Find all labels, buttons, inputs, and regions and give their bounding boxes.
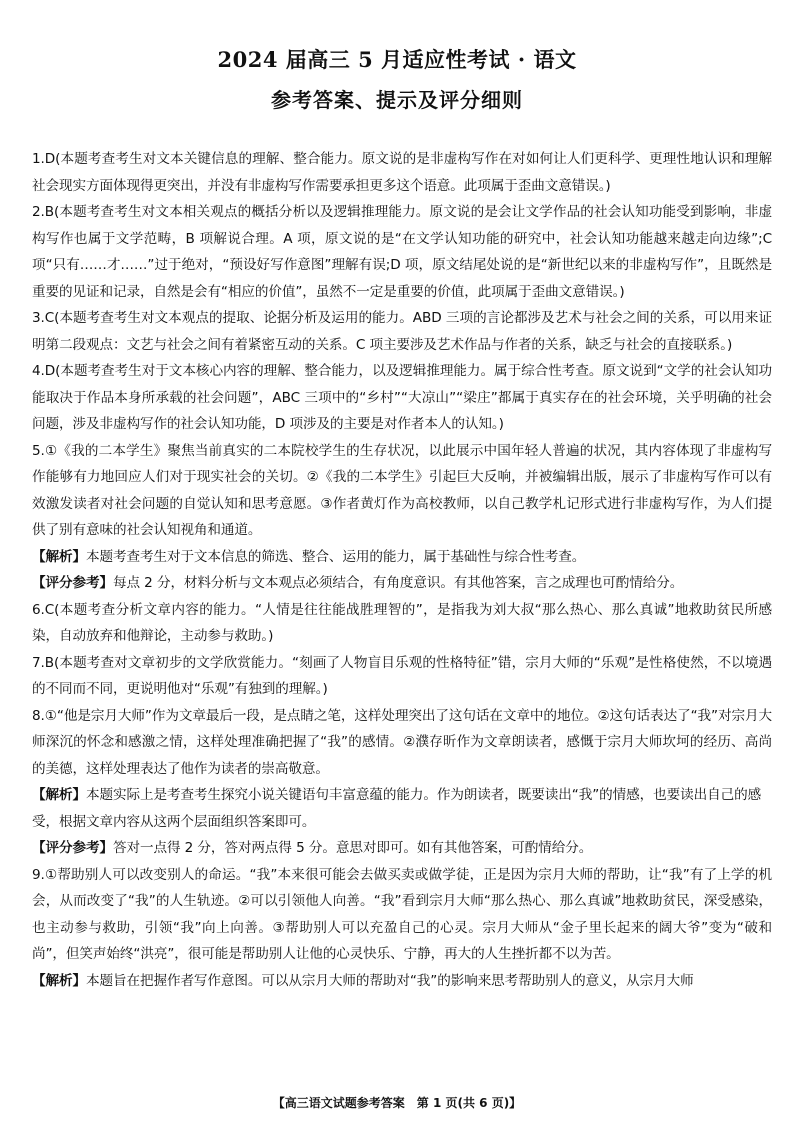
- answer-item-9: 9.①帮助别人可以改变别人的命运。“我”本来很可能会去做买卖或做学徒，正是因为宗月大师的帮助，让“我”有了上学的机会，从而改变了“我”的人生轨迹。②可以引领他人向善。“我”看到宗月大师“那么热心、那么真诚”地救助贫民，深受感染，也主动参与救助，引领“我”向上向善。③帮助别人可以充盈自己的心灵。宗月大师从“金子里长起来的阔大爷”变为“破和尚”，但笑声始终“洪亮”，很可能是帮助别人让他的心灵快乐、宁静，再大的人生挫折都不以为苦。: [32, 866, 772, 962]
- scoring-note-5: 【评分参考】每点 2 分，材料分析与文本观点必须结合，有角度意识。有其他答案，言之成理也可酌情给分。: [32, 575, 684, 591]
- analysis-note-5: 【解析】本题考查考生对于文本信息的筛选、整合、运用的能力，属于基础性与综合性考查。: [32, 548, 586, 565]
- answer-item-2: 2.B(本题考查考生对文本相关观点的概括分析以及逻辑推理能力。原文说的是会让文学作品的社会认知功能受到影响，非虚构写作也属于文学范畴，B 项解说合理。A 项，原文说的是“在文学认知功能的研究中，社会认知功能越来越走向边缘”;C 项“只有……才……”过于绝对，“预设好写作意图”理解有误;D 项，原文结尾处说的是“新世纪以来的非虚构写作”，且既然是重要的见证和记录，自然是会有“相应的价值”，虽然不一定是重要的价值，此项属于歪曲文意错误。): [32, 204, 772, 300]
- answer-item-3: 3.C(本题考查考生对文本观点的提取、论据分析及运用的能力。ABD 三项的言论都涉及艺术与社会之间的关系，可以用来证明第二段观点：文艺与社会之间有着紧密互动的关系。C 项主要涉及艺术作品与作者的关系，缺乏与社会的直接联系。): [32, 310, 772, 353]
- analysis-tag: 【解析】: [32, 972, 86, 989]
- scoring-tag: 【评分参考】: [32, 575, 113, 591]
- answer-item-4: 4.D(本题考查考生对于文本核心内容的理解、整合能力，以及逻辑推理能力。属于综合性考查。原文说到“文学的社会认知功能取决于作品本身所承载的社会问题”，ABC 三项中的“乡村”“大凉山”“梁庄”都属于真实存在的社会环境，关乎明确的社会问题，涉及非虚构写作的社会认知功能，D 项涉及的主要是对作者本人的认知。): [32, 363, 772, 432]
- answer-item-6: 6.C(本题考查分析文章内容的能力。“人情是往往能战胜理智的”，是指我为刘大叔“那么热心、那么真诚”地救助贫民所感染，自动放弃和他辩论，主动参与救助。): [32, 601, 772, 644]
- analysis-tag: 【解析】: [32, 787, 86, 803]
- scoring-tag: 【评分参考】: [32, 840, 113, 856]
- scoring-note-8: 【评分参考】答对一点得 2 分，答对两点得 5 分。意思对即可。如有其他答案，可酌情给分。: [32, 840, 593, 856]
- answer-item-7: 7.B(本题考查对文章初步的文学欣赏能力。“刻画了人物盲目乐观的性格特征”错，宗月大师的“乐观”是性格使然，不以境遇的不同而不同，更说明他对“乐观”有独到的理解。): [32, 654, 772, 697]
- answer-item-8: 8.①“他是宗月大师”作为文章最后一段，是点睛之笔，这样处理突出了这句话在文章中的地位。②这句话表达了“我”对宗月大师深沉的怀念和感激之情，这样处理准确把握了“我”的感情。②濮存昕作为文章朗读者，感慨于宗月大师坎坷的经历、高尚的美德，这样处理表达了他作为读者的崇高敬意。: [32, 707, 772, 777]
- answer-item-1: 1.D(本题考查考生对文本关键信息的理解、整合能力。原文说的是非虚构写作在对如何让人们更科学、更理性地认识和理解社会现实方面体现得更突出，并没有非虚构写作需要承担更多这个语意。此项属于歪曲文意错误。): [32, 151, 772, 194]
- analysis-note-8: 【解析】本题实际上是考查考生探究小说关键语句丰富意蕴的能力。作为朗读者，既要读出“我”的情感，也要读出自己的感受，根据文章内容从这两个层面组织答案即可。: [32, 787, 762, 830]
- page-subtitle: 参考答案、提示及评分细则: [271, 88, 523, 112]
- analysis-tag: 【解析】: [32, 548, 86, 565]
- answer-body: [32, 146, 772, 994]
- page-title: 2024 届高三 5 月适应性考试 · 语文: [217, 47, 577, 72]
- answer-item-5: 5.①《我的二本学生》聚焦当前真实的二本院校学生的生存状况，以此展示中国年轻人普遍的状况，其内容体现了非虚构写作能够有力地回应人们对于现实社会的关切。②《我的二本学生》引起巨大反响，并被编辑出版，展示了非虚构写作可以有效激发读者对社会问题的自觉认知和思考意愿。③作者黄灯作为高校教师，以自己教学札记形式进行非虚构写作，为人们提供了别有意味的社会认知视角和通道。: [32, 442, 772, 538]
- analysis-note-9: 【解析】本题旨在把握作者写作意图。可以从宗月大师的帮助对“我”的影响来思考帮助别人的意义，从宗月大师: [32, 972, 694, 989]
- page-footer: 【高三语文试题参考答案 第 1 页(共 6 页)】: [272, 1096, 522, 1110]
